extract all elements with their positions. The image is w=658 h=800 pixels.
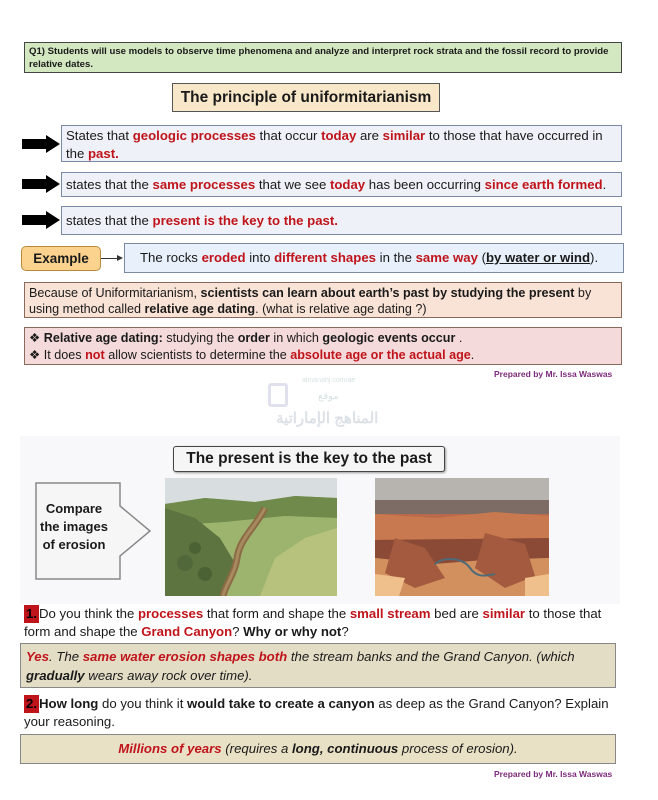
text-segment: that occur: [255, 128, 322, 143]
relative-dating-bullet-1: [29, 330, 617, 347]
example-label: Example: [21, 246, 101, 271]
question-2: [24, 695, 624, 731]
text-segment: geologic processes: [132, 128, 256, 143]
definition-1: [61, 125, 622, 162]
text-segment: present is the key to the past.: [152, 213, 338, 228]
text-segment: processes: [137, 606, 204, 621]
text-segment: ).: [590, 250, 599, 265]
text-segment: .: [470, 348, 475, 362]
text-segment: Grand Canyon: [141, 624, 233, 639]
question-1-number: 1.: [26, 606, 37, 621]
present-key-title: The present is the key to the past: [173, 446, 445, 472]
text-segment: How long: [39, 696, 99, 711]
watermark: [268, 375, 398, 425]
connector-line: [101, 258, 118, 259]
definition-3: [61, 206, 622, 235]
text-segment: gradually: [26, 668, 85, 683]
text-segment: states that the: [66, 213, 153, 228]
text-segment: same processes: [152, 177, 256, 192]
text-segment: bed are: [430, 606, 483, 621]
text-segment: ❖: [29, 331, 44, 345]
arrow-right-icon: [22, 135, 60, 153]
text-segment: . The: [48, 649, 83, 664]
text-segment: long, continuous: [292, 741, 399, 756]
text-segment: that form and shape the: [203, 606, 350, 621]
stream-erosion-image: [165, 478, 337, 596]
text-segment: studying the: [162, 331, 238, 345]
watermark-small: موقع: [318, 391, 339, 402]
compare-label: Compare the images of erosion: [40, 501, 108, 552]
text-segment: do you think it: [98, 696, 188, 711]
text-segment: process of erosion).: [398, 741, 518, 756]
text-segment: similar: [482, 606, 526, 621]
watermark-logo-icon: [268, 383, 288, 407]
watermark-name: المناهج الإماراتية: [276, 410, 379, 427]
watermark-url: almanahj.com/ae: [302, 377, 356, 384]
because-paragraph: [24, 282, 622, 318]
text-segment: similar: [382, 128, 426, 143]
text-segment: eroded: [201, 250, 246, 265]
text-segment: to those that have occurred in the: [66, 128, 603, 161]
text-segment: not: [85, 348, 105, 362]
answer-2: [20, 734, 616, 764]
text-segment: states that the: [66, 177, 153, 192]
objective-box: [24, 42, 622, 73]
text-segment: small stream: [349, 606, 431, 621]
text-segment: relative age dating: [144, 302, 256, 316]
text-segment: .: [602, 177, 607, 192]
question-1: [24, 605, 624, 641]
text-segment: that we see: [255, 177, 330, 192]
question-2-text: [24, 696, 609, 729]
text-segment: has been occurring: [365, 177, 485, 192]
objective-text: Q1) Students will use models to observe time phenomena and analyze and interpret rock strata and the fossil record to provide relative dates.: [29, 46, 609, 70]
text-segment: Yes: [26, 649, 49, 664]
text-segment: Because of Uniformitarianism,: [29, 286, 201, 300]
text-segment: (requires a: [221, 741, 292, 756]
text-segment: since earth formed: [484, 177, 603, 192]
text-segment: geologic events occur: [322, 331, 456, 345]
text-segment: today: [321, 128, 357, 143]
text-segment: are: [356, 128, 383, 143]
answer-1: [20, 643, 616, 688]
text-segment: States that: [66, 128, 133, 143]
relative-dating-bullet-2: [29, 347, 617, 364]
text-segment: The rocks: [140, 250, 202, 265]
prepared-by-credit: Prepared by Mr. Issa Waswas: [494, 369, 613, 379]
question-1-text: [24, 606, 601, 639]
relative-dating-box: [24, 327, 622, 365]
prepared-by-credit-2: Prepared by Mr. Issa Waswas: [494, 769, 613, 779]
text-segment: order: [237, 331, 270, 345]
text-segment: to those that form and shape the: [24, 606, 602, 639]
text-segment: would take to create a canyon: [187, 696, 375, 711]
text-segment: as deep as the Grand Canyon? Explain your reasoning.: [24, 696, 609, 729]
text-segment: ❖ It does: [29, 348, 86, 362]
text-segment: . (what is relative age dating ?): [255, 302, 427, 316]
text-segment: absolute age or the actual age: [290, 348, 471, 362]
text-segment: wears away rock over time).: [84, 668, 253, 683]
example-text: [124, 243, 624, 273]
text-segment: same water erosion shapes both: [82, 649, 288, 664]
text-segment: ?: [341, 624, 349, 639]
arrow-right-icon: [22, 211, 60, 229]
text-segment: by water or wind: [485, 250, 591, 265]
text-segment: Relative age dating:: [43, 331, 163, 345]
text-segment: by using method called: [29, 286, 592, 316]
text-segment: past.: [88, 146, 119, 161]
text-segment: into: [245, 250, 275, 265]
arrow-right-icon: [22, 175, 60, 193]
text-segment: today: [329, 177, 366, 192]
text-segment: the stream banks and the Grand Canyon. (which: [287, 649, 575, 664]
text-segment: ?: [232, 624, 244, 639]
text-segment: in which: [269, 331, 323, 345]
text-segment: (: [477, 250, 486, 265]
grand-canyon-image: [375, 478, 549, 596]
text-segment: same way: [415, 250, 478, 265]
definition-2: [61, 172, 622, 197]
text-segment: Why or why not: [243, 624, 342, 639]
text-segment: .: [455, 331, 463, 345]
principle-title: The principle of uniformitarianism: [172, 83, 440, 112]
text-segment: scientists can learn about earth’s past by studying the present: [200, 286, 575, 300]
text-segment: Millions of years: [118, 741, 222, 756]
text-segment: in the: [376, 250, 416, 265]
question-2-number: 2.: [26, 696, 37, 711]
text-segment: Do you think the: [39, 606, 138, 621]
connector-arrow-icon: [117, 255, 123, 261]
text-segment: different shapes: [274, 250, 376, 265]
text-segment: allow scientists to determine the: [104, 348, 291, 362]
